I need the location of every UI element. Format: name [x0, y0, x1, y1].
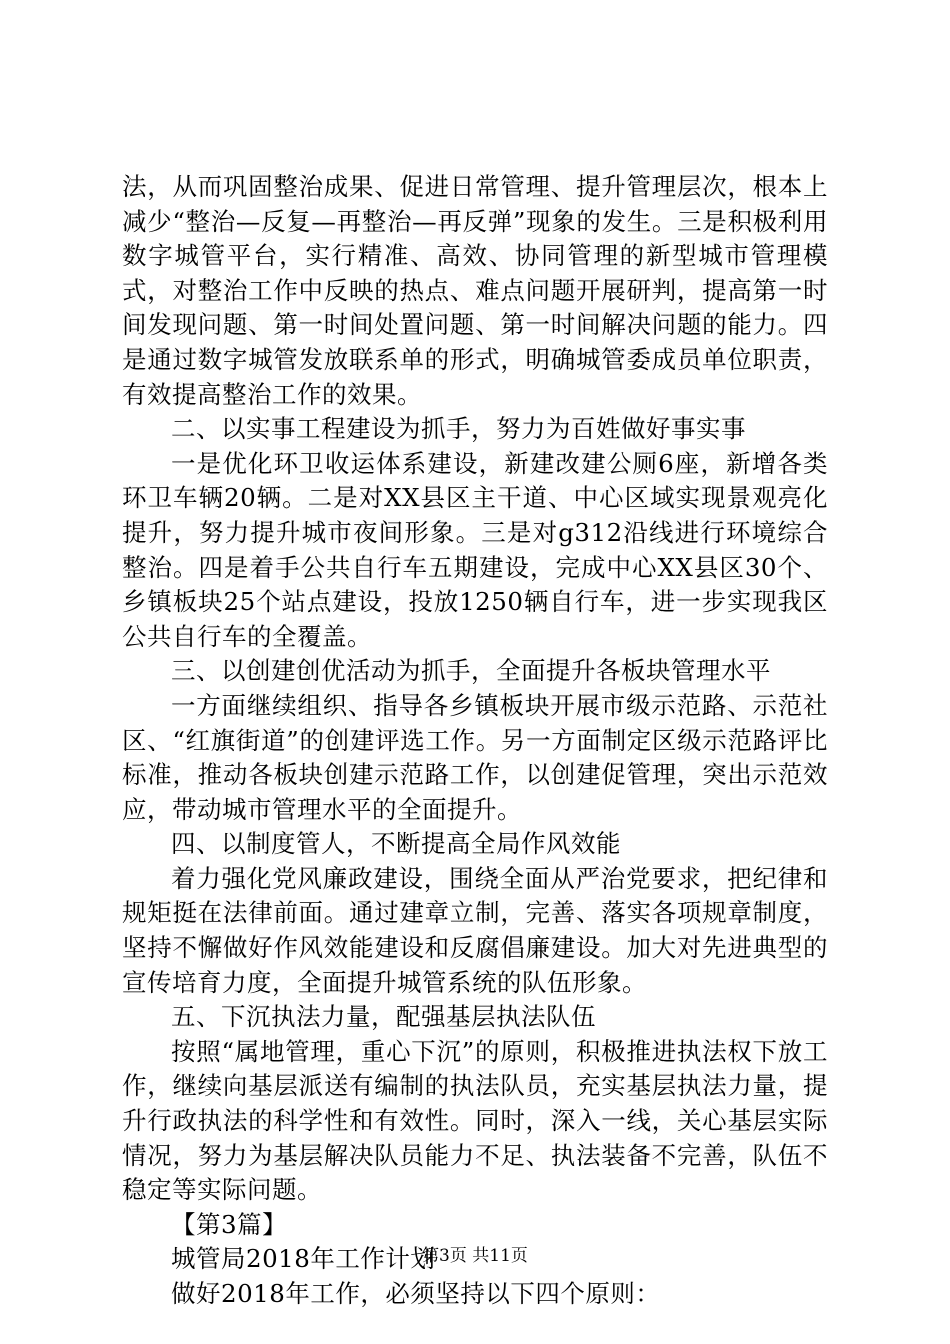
document-body: [122, 170, 828, 1312]
paragraph-section-5: 按照“属地管理，重心下沉”的原则，积极推进执法权下放工作，继续向基层派送有编制的执法队员，充实基层执法力量，提升行政执法的科学性和有效性。同时，深入一线，关心基层实际情况，努力为基层解决队员能力不足、执法装备不完善，队伍不稳定等实际问题。: [122, 1036, 828, 1205]
document-title: 城管局2018年工作计划: [171, 1244, 436, 1274]
section-heading-2: 二、以实事工程建设为抓手，努力为百姓做好事实事: [171, 414, 746, 444]
section-heading-5: 五、下沉执法力量，配强基层执法队伍: [171, 1002, 596, 1032]
paragraph-section-4: 着力强化党风廉政建设，围绕全面从严治党要求，把纪律和规矩挺在法律前面。通过建章立制，完善、落实各项规章制度，坚持不懈做好作风效能建设和反腐倡廉建设。加大对先进典型的宣传培育力度，全面提升城管系统的队伍形象。: [122, 863, 828, 997]
paragraph-continuation: 法，从而巩固整治成果、促进日常管理、提升管理层次，根本上减少“整治—反复—再整治—再反弹”现象的发生。三是积极利用数字城管平台，实行精准、高效、协同管理的新型城市管理模式，对整治工作中反映的热点、难点问题开展研判，提高第一时间发现问题、第一时间处置问题、第一时间解决问题的能力。四是通过数字城管发放联系单的形式，明确城管委成员单位职责，有效提高整治工作的效果。: [122, 172, 828, 409]
section-heading-4: 四、以制度管人，不断提高全局作风效能: [171, 829, 621, 859]
paragraph-intro: 做好2018年工作，必须坚持以下四个原则：: [171, 1279, 661, 1308]
page-number-footer: 第3页 共11页: [422, 1246, 528, 1266]
paragraph-section-2: 一是优化环卫收运体系建设，新建改建公厕6座，新增各类环卫车辆20辆。二是对XX县区主干道、中心区域实现景观亮化提升，努力提升城市夜间形象。三是对g312沿线进行环境综合整治。四是着手公共自行车五期建设，完成中心XX县区30个、乡镇板块25个站点建设，投放1250辆自行车，进一步实现我区公共自行车的全覆盖。: [122, 448, 828, 651]
paragraph-section-3: 一方面继续组织、指导各乡镇板块开展市级示范路、示范社区、“红旗街道”的创建评选工作。另一方面制定区级示范路评比标准，推动各板块创建示范路工作，以创建促管理，突出示范效应，带动城市管理水平的全面提升。: [122, 690, 828, 824]
section-heading-3: 三、以创建创优活动为抓手，全面提升各板块管理水平: [171, 656, 771, 686]
part-marker: 【第3篇】: [171, 1209, 288, 1239]
